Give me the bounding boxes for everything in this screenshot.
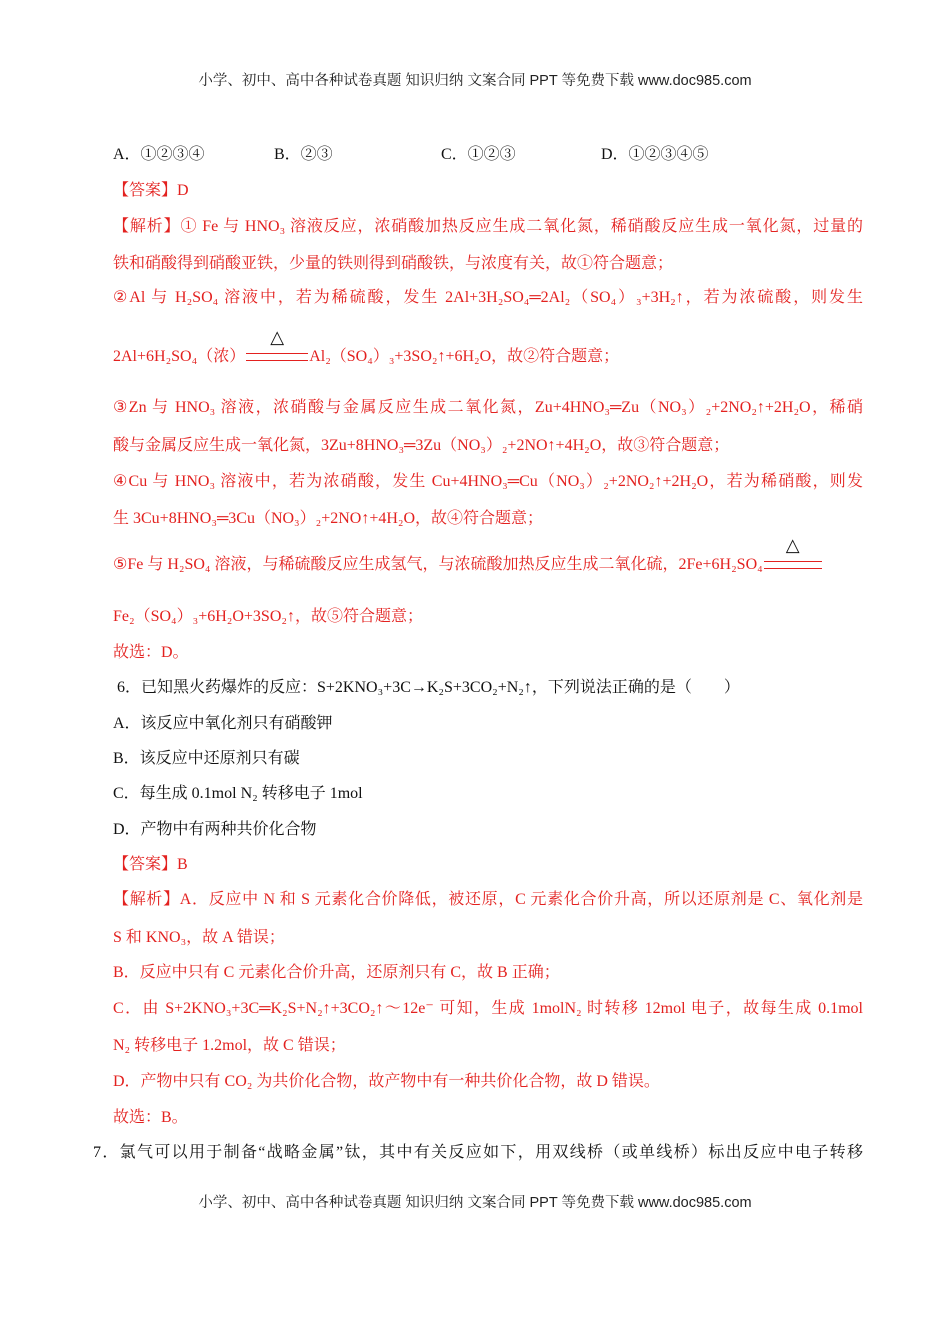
heat-triangle-icon: △ [270,327,285,349]
q6-analysis-line: 故选：B。 [113,1109,188,1126]
q5-analysis-line: 生 3Cu+8HNO₃═3Cu（NO₃）₂+2NO↑+4H₂O，故④符合题意； [113,510,544,527]
q5-answer: 【答案】D [113,182,189,199]
heat-double-arrow [764,535,822,569]
q6-option-b: B．该反应中还原剂只有碳 [113,750,300,767]
q7-stem: 7．氯气可以用于制备“战略金属”钛，其中有关反应如下，用双线桥（或单线桥）标出反应中电子转移 [93,1144,863,1161]
q6-analysis-line: D．产物中只有 CO₂ 为共价化合物，故产物中有一种共价化合物，故 D 错误。 [113,1073,660,1090]
page-header: 小学、初中、高中各种试卷真题 知识归纳 文案合同 PPT 等免费下载 www.doc985.com [198,73,752,89]
q5-analysis-line: 故选：D。 [113,644,189,661]
heat-triangle-icon: △ [785,535,800,557]
q5-analysis-line: Fe₂（SO₄）₃+6H₂O+3SO₂↑，故⑤符合题意； [113,608,423,625]
q6-analysis-line: 【解析】A．反应中 N 和 S 元素化合价降低，被还原，C 元素化合价升高，所以还原剂是 C、氧化剂是 [113,891,863,908]
q5-analysis-line [113,535,863,575]
q6-option-a: A．该反应中氧化剂只有硝酸钾 [113,715,333,732]
q5-option-b: B．②③ [274,146,333,163]
q5-analysis-line: 酸与金属反应生成一氧化氮，3Zu+8HNO₃═3Zu（NO₃）₂+2NO↑+4H₂O，故③符合题意； [113,437,730,454]
q5-analysis-line: 铁和硝酸得到硝酸亚铁，少量的铁则得到硝酸铁，与浓度有关，故①符合题意； [113,255,674,272]
q5-option-a: A．①②③④ [113,146,205,163]
q6-stem: 6．已知黑火药爆炸的反应：S+2KNO₃+3C→K₂S+3CO₂+N₂↑，下列说法正确的是（ ） [117,679,740,696]
q5-analysis-line: ②Al 与 H₂SO₄ 溶液中，若为稀硫酸，发生 2Al+3H₂SO₄═2Al₂（SO₄）₃+3H₂↑，若为浓硫酸，则发生 [113,289,863,306]
q5-option-d: D．①②③④⑤ [601,146,709,163]
q6-analysis-line: S 和 KNO₃，故 A 错误； [113,929,285,946]
equation-left: 2Al+6H₂SO₄（浓） [113,348,246,365]
q6-analysis-line: C．由 S+2KNO₃+3C═K₂S+N₂↑+3CO₂↑～12e⁻ 可知，生成 1molN₂ 时转移 12mol 电子，故每生成 0.1mol [113,1000,863,1017]
q6-answer: 【答案】B [113,856,188,873]
q6-option-d: D．产物中有两种共价化合物 [113,821,317,838]
q5-analysis-line [113,327,863,367]
q6-option-c: C．每生成 0.1mol N₂ 转移电子 1mol [113,785,363,802]
q5-analysis-line: ③Zn 与 HNO₃ 溶液，浓硝酸与金属反应生成二氧化氮，Zu+4HNO₃═Zu（NO₃）₂+2NO₂↑+2H₂O，稀硝 [113,399,863,416]
q6-analysis-line: B．反应中只有 C 元素化合价升高，还原剂只有 C，故 B 正确； [113,964,560,981]
q5-option-c: C．①②③ [441,146,516,163]
equation-right: Al₂（SO₄）₃+3SO₂↑+6H₂O，故②符合题意； [309,348,620,365]
page-footer: 小学、初中、高中各种试卷真题 知识归纳 文案合同 PPT 等免费下载 www.doc985.com [198,1195,752,1211]
q6-analysis-line: N₂ 转移电子 1.2mol，故 C 错误； [113,1037,346,1054]
heat-double-arrow [246,327,308,361]
equation-left: ⑤Fe 与 H₂SO₄ 溶液，与稀硫酸反应生成氢气，与浓硫酸加热反应生成二氧化硫，2Fe+6H₂SO₄ [113,556,763,573]
q5-analysis-line: ④Cu 与 HNO₃ 溶液中，若为浓硝酸，发生 Cu+4HNO₃═Cu（NO₃）₂+2NO₂↑+2H₂O，若为稀硝酸，则发 [113,473,863,490]
q5-analysis-line: 【解析】① Fe 与 HNO₃ 溶液反应，浓硝酸加热反应生成二氧化氮，稀硝酸反应生成一氧化氮，过量的 [113,218,863,235]
